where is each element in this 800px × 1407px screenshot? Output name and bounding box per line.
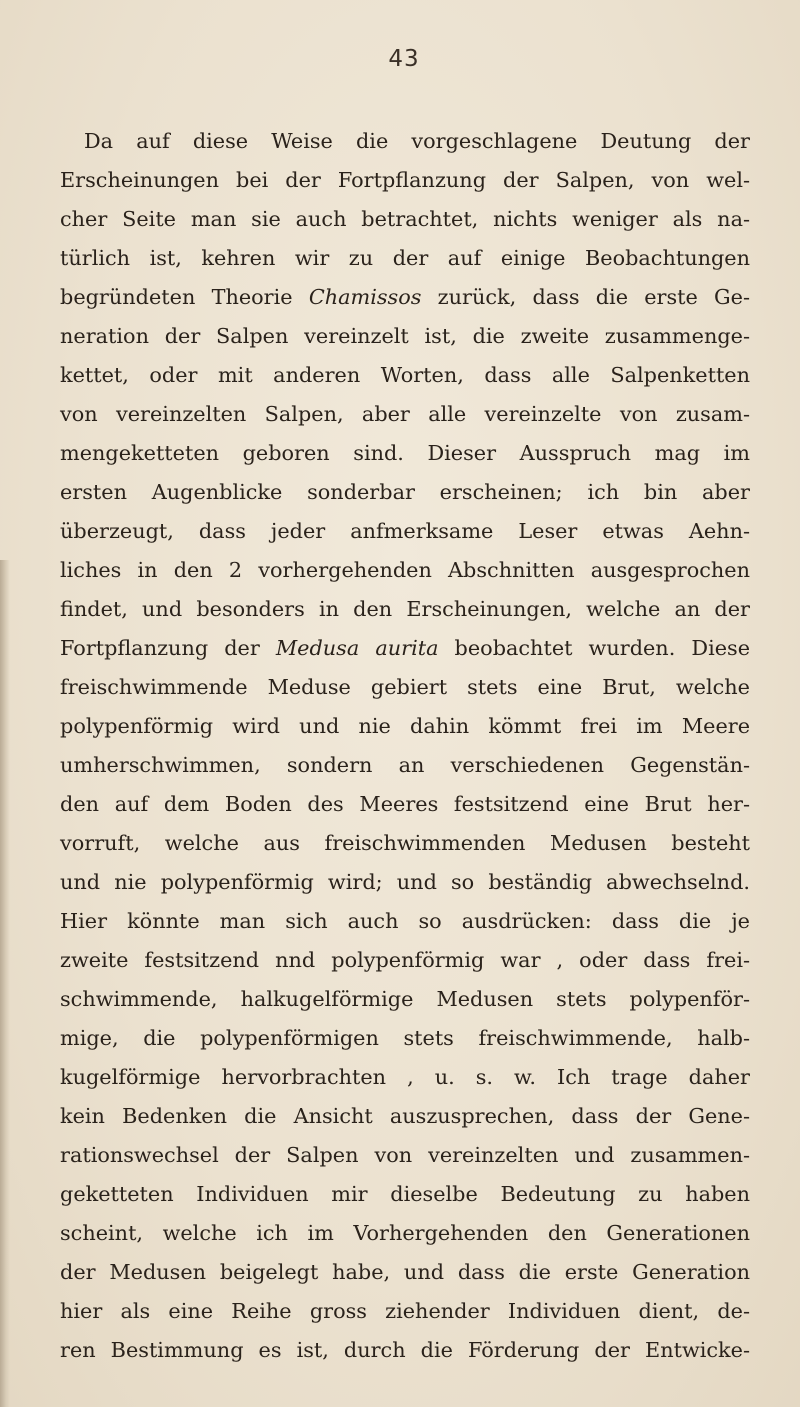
text-line: mengeketteten geboren sind. Dieser Ausspruch mag im <box>60 441 750 465</box>
text-line: umherschwimmen, sondern an verschiedenen Gegenstän- <box>60 753 750 777</box>
text-line: mige, die polypenförmigen stets freischwimmende, halb- <box>60 1026 750 1050</box>
text-line: ren Bestimmung es ist, durch die Förderung der Entwicke- <box>60 1338 750 1362</box>
text-line: findet, und besonders in den Erscheinungen, welche an der <box>60 597 750 621</box>
text-run: zurück, dass die erste Ge- <box>421 285 751 309</box>
text-line: Hier könnte man sich auch so ausdrücken: dass die je <box>60 909 750 933</box>
text-run: Fortpflanzung der <box>60 636 276 660</box>
italic-name: Chamissos <box>308 285 422 309</box>
italic-name: Medusa aurita <box>275 636 439 660</box>
text-line: Da auf diese Weise die vorgeschlagene Deutung der <box>84 129 750 153</box>
text-line: ersten Augenblicke sonderbar erscheinen; ich bin aber <box>60 480 750 504</box>
text-line: schwimmende, halkugelförmige Medusen stets polypenför- <box>60 987 750 1011</box>
text-line: cher Seite man sie auch betrachtet, nichts weniger als na- <box>60 207 750 231</box>
text-line: überzeugt, dass jeder anfmerksame Leser etwas Aehn- <box>60 519 750 543</box>
text-line: vorruft, welche aus freischwimmenden Medusen besteht <box>60 831 750 855</box>
text-line <box>60 278 750 317</box>
page-number: 43 <box>388 46 420 72</box>
text-line: polypenförmig wird und nie dahin kömmt frei im Meere <box>60 714 750 738</box>
page-gutter-shadow <box>0 560 10 1407</box>
text-line: rationswechsel der Salpen von vereinzelten und zusammen- <box>60 1143 750 1167</box>
text-line: der Medusen beigelegt habe, und dass die erste Generation <box>60 1260 750 1284</box>
text-line: scheint, welche ich im Vorhergehenden den Generationen <box>60 1221 750 1245</box>
text-line: kein Bedenken die Ansicht auszusprechen, dass der Gene- <box>60 1104 750 1128</box>
text-line: neration der Salpen vereinzelt ist, die zweite zusammenge- <box>60 324 750 348</box>
text-line: zweite festsitzend nnd polypenförmig war , oder dass frei- <box>60 948 750 972</box>
text-run: beobachtet wurden. Diese <box>438 636 751 660</box>
text-line: liches in den 2 vorhergehenden Abschnitten ausgesprochen <box>60 558 750 582</box>
text-line <box>60 629 750 668</box>
text-line: kugelförmige hervorbrachten , u. s. w. Ich trage daher <box>60 1065 750 1089</box>
text-run: begründeten Theorie <box>60 285 309 309</box>
text-line: geketteten Individuen mir dieselbe Bedeutung zu haben <box>60 1182 750 1206</box>
text-line: kettet, oder mit anderen Worten, dass alle Salpenketten <box>60 363 750 387</box>
text-line: den auf dem Boden des Meeres festsitzend eine Brut her- <box>60 792 750 816</box>
text-line: und nie polypenförmig wird; und so beständig abwechselnd. <box>60 870 750 894</box>
text-line: Erscheinungen bei der Fortpflanzung der Salpen, von wel- <box>60 168 750 192</box>
body-paragraph <box>60 122 750 1370</box>
text-line: freischwimmende Meduse gebiert stets eine Brut, welche <box>60 675 750 699</box>
text-line: türlich ist, kehren wir zu der auf einige Beobachtungen <box>60 246 750 270</box>
text-line: hier als eine Reihe gross ziehender Individuen dient, de- <box>60 1299 750 1323</box>
text-line: von vereinzelten Salpen, aber alle vereinzelte von zusam- <box>60 402 750 426</box>
